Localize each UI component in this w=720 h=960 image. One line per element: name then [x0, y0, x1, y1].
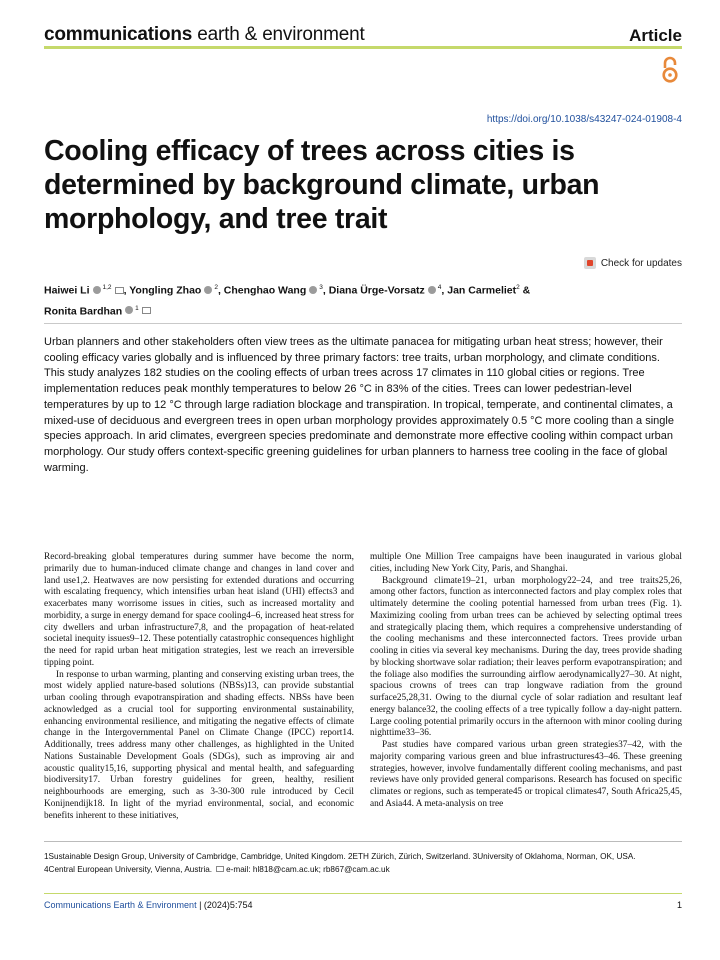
affiliation-ref: 1 — [135, 304, 139, 312]
journal-name-rest: earth & environment — [192, 24, 365, 45]
abstract: Urban planners and other stakeholders often view trees as the ultimate panacea for mitigating urban heat stress; however, their cooling efficacy varies globally and is influenced by three primary factors: tree traits, urban morphology, and climate conditions. This study analyzes 182 studies on the cooling effects of urban trees across 17 climates in 110 global cities or regions. Tree implementation reduces peak monthly temperatures to below 26 °C in 83% of the cities. Trees can lower pedestrian-level temperatures by up to 12 °C through large radiation blockage and transpiration. In tropical, temperate, and continental climates, a mixed-use of deciduous and evergreen trees in open urban morphology provides approximately 0.5 °C more cooling than a single species approach. In arid climates, evergreen species predominate and demonstrate more effective cooling within compact urban morphology. Our study offers context-specific greening guidelines for urban planners to harness tree cooling in the face of global warming. — [44, 336, 674, 474]
footer-journal[interactable]: Communications Earth & Environment — [44, 900, 197, 910]
affiliation-line: 1Sustainable Design Group, University of Cambridge, Cambridge, United Kingdom. 2ETH Zürich, Zürich, Switzerland. 3University of Oklahoma, Norman, OK, USA. — [44, 852, 636, 861]
orcid-icon[interactable] — [93, 286, 101, 294]
affiliation-line — [44, 863, 682, 876]
affiliation-ref: 2 — [516, 284, 520, 291]
body-paragraph: Past studies have compared various urban green strategies37–42, with the majority comparing various green and blue infrastructures43–46. These greening strategies, however, involve fundamentally different cooling mechanisms, and past reviews have only provided general comparisons. Research has focused on specific climates or regions, such as temperate45 or tropical climates47, South Africa25,45, and Asia44. A meta-analysis on tree — [370, 740, 682, 809]
article-title: Cooling efficacy of trees across cities is determined by background climate, urban morphology, and tree trait — [44, 135, 600, 235]
orcid-icon[interactable] — [125, 306, 133, 314]
author-name[interactable]: , Yongling Zhao — [123, 284, 202, 297]
body-paragraph: multiple One Million Tree campaigns have been inaugurated in various global cities, including New York City, Paris, and Shanghai. — [370, 552, 682, 574]
affiliation-ref: 2 — [214, 284, 218, 291]
footnote-divider — [44, 841, 682, 842]
doi-link[interactable]: https://doi.org/10.1038/s43247-024-01908-4 — [486, 114, 682, 125]
affiliations — [44, 850, 682, 876]
abstract-divider — [44, 323, 682, 324]
affiliation-ref: 3 — [319, 284, 323, 291]
journal-name-bold: communications — [44, 24, 193, 45]
orcid-icon[interactable] — [428, 286, 436, 294]
footer-volume: | (2024)5:754 — [196, 900, 253, 910]
affiliation-ref: 4 — [437, 284, 442, 291]
author-name[interactable]: , Chenghao Wang — [217, 284, 307, 297]
header-divider — [44, 46, 682, 49]
update-icon — [584, 257, 596, 269]
open-access-icon — [660, 56, 680, 84]
contact-email[interactable]: e-mail: hl818@cam.ac.uk; rb867@cam.ac.uk — [226, 865, 390, 874]
page-number: 1 — [676, 900, 682, 910]
email-icon[interactable] — [115, 287, 124, 294]
author-list — [44, 279, 680, 320]
author-name[interactable]: Ronita Bardhan — [44, 305, 123, 317]
check-for-updates-button[interactable] — [584, 257, 682, 269]
orcid-icon[interactable] — [204, 286, 212, 294]
check-updates-label: Check for updates — [600, 257, 682, 269]
body-column-right — [370, 552, 682, 811]
body-column-left — [44, 552, 354, 822]
affiliation-text: 4Central European University, Vienna, Austria. — [44, 865, 213, 874]
affiliation-ref: 1,2 — [102, 284, 112, 291]
author-separator: & — [519, 284, 531, 297]
footer-divider — [44, 893, 682, 894]
body-paragraph: Background climate19–21, urban morphology22–24, and tree traits25,26, among other factors, function as interconnected factors and play complex roles that ultimately determine the cooling potential harnessed from urban trees (Fig. 1). Maximizing cooling from urban trees can be achieved by selecting optimal trees and strategically placing them, which requires a comprehensive understanding of the cooling mechanisms and these interconnected factors. Trees provide urban cooling in cities via several key mechanisms. During the day, trees provide shading by blocking shortwave solar radiation; their leaves perform evapotranspiration; and the foliage also modifies the surrounding airflow aerodynamically27–30. At night, spacious crowns of trees can trap longwave radiation from the ground surface25,28,31. Owing to the diurnal cycle of solar radiation and resultant leaf energy balance32, the cooling effects of a tree typically follow a day-night pattern. Large cooling potential primarily occurs in the afternoon with minor cooling during nighttime33–36. — [370, 575, 682, 739]
journal-name[interactable] — [44, 24, 365, 46]
body-paragraph: In response to urban warming, planting and conserving existing urban trees, the most widely applied nature-based solutions (NBSs)13, can provide substantial urban cooling through evapotranspiration and shading effects. NBSs have been acknowledged as a crucial tool for supporting environmental sustainability, enhancing environmental resilience, and mitigating the negative effects of climate change in the Intergovernmental Panel on Climate Change (IPCC) report14. Additionally, trees address many other challenges, as highlighted in the United Nations Sustainable Development Goals (SDGs), such as improving air and acoustic quality15,16, supporting physical and mental health, and safeguarding biodiversity17. Urban forestry guidelines for green, healthy, resilient neighbourhoods are emerging, such as 3-30-300 rule introduced by Cecil Konijnendijk18. In light of the myriad environmental, social, and economic benefits inherent to these initiatives, — [44, 669, 354, 821]
email-icon — [216, 866, 224, 872]
journal-header — [44, 20, 682, 46]
author-name[interactable]: , Diana Ürge-Vorsatz — [322, 284, 425, 297]
body-paragraph: Record-breaking global temperatures during summer have become the norm, primarily due to human-induced climate change and changes in land cover and land use1,2. Heatwaves are now persisting for extended durations and occurring with escalating frequency, which intensifies urban heat island (UHI) effects3 and exacerbates many worrisome issues in cities, such as increased mortality and morbidity, a surge in energy demand for space cooling4–6, increased heat stress for city dwellers and urban infrastructure7,8, and the propagation of heat-related societal inequity issues9–12. These potentially catastrophic consequences highlight the need for rapid urban heat mitigation strategies, lest we reach an irreversible tipping point. — [44, 552, 354, 668]
orcid-icon[interactable] — [309, 286, 317, 294]
email-icon[interactable] — [142, 307, 151, 314]
article-type-label: Article — [629, 26, 682, 45]
author-name[interactable]: , Jan Carmeliet — [441, 284, 517, 297]
author-name[interactable]: Haiwei Li — [44, 284, 90, 297]
page-footer — [44, 900, 682, 910]
